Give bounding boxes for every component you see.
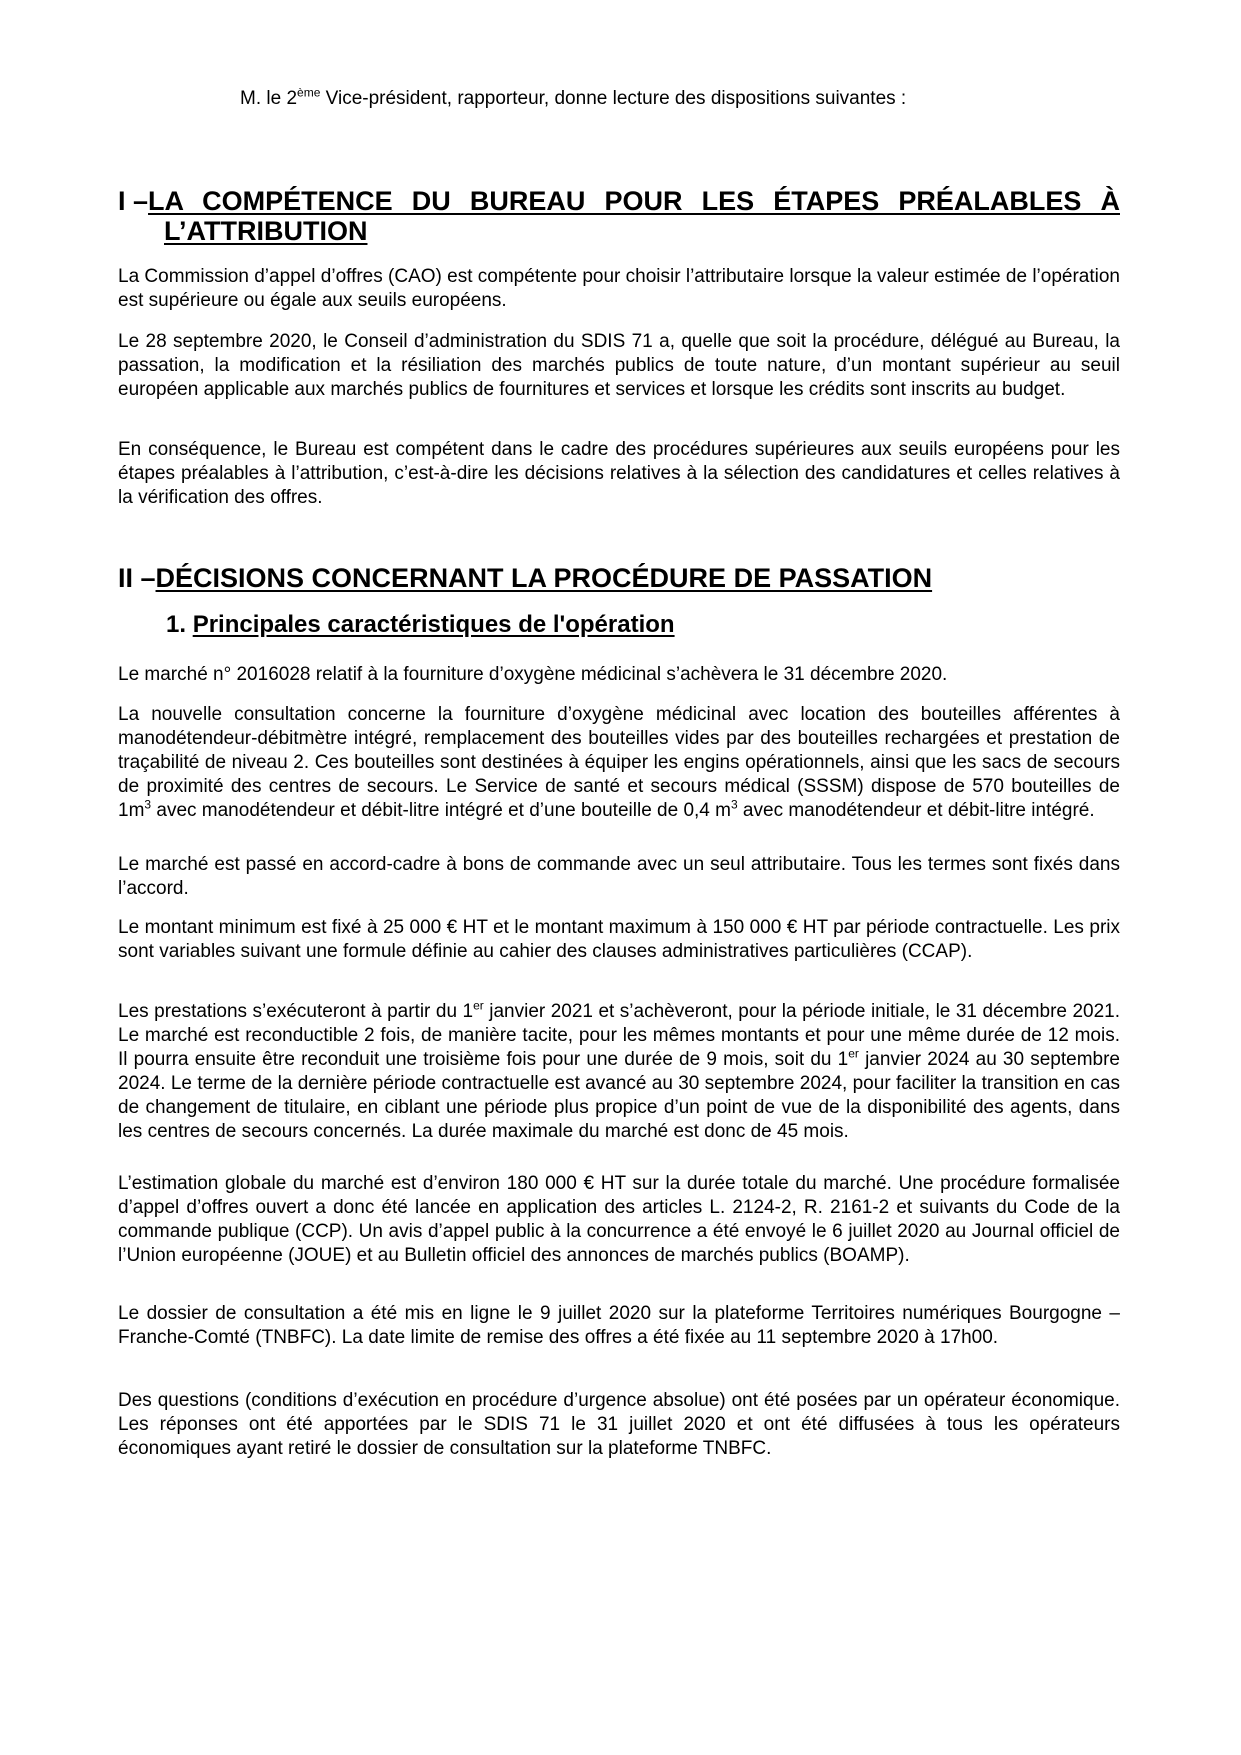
subsection-heading bbox=[166, 610, 675, 640]
section2-paragraph-1: Le marché n° 2016028 relatif à la fourniture d’oxygène médicinal s’achèvera le 31 décembre 2020. bbox=[118, 664, 948, 685]
section2-paragraph-6: L’estimation globale du marché est d’environ 180 000 € HT sur la durée totale du marché. Une procédure formalisée d’appel d’offres ouvert a donc été lancée en application des articles L. 2124-2, R. 2161-2 et suivants du Code de la commande publique (CCP). Un avis d’appel public à la concurrence a été envoyé le 6 juillet 2020 au Journal officiel de l’Union européenne (JOUE) et au Bulletin officiel des annonces de marchés publics (BOAMP). bbox=[118, 1173, 1120, 1266]
section1-paragraph-3: En conséquence, le Bureau est compétent dans le cadre des procédures supérieures aux seuils européens pour les étapes préalables à l’attribution, c’est-à-dire les décisions relatives à la sélection des candidatures et celles relatives à la vérification des offres. bbox=[118, 439, 1120, 508]
section2-paragraph-2 bbox=[118, 703, 1120, 823]
p5-sup-2: er bbox=[848, 1046, 859, 1061]
intro-line bbox=[240, 87, 906, 111]
subsection-title: Principales caractéristiques de l'opération bbox=[192, 611, 675, 638]
section1-title-line1: LA COMPÉTENCE DU BUREAU POUR LES ÉTAPES PRÉALABLES À bbox=[148, 186, 1120, 216]
p2-sup-1: 3 bbox=[144, 797, 152, 812]
subsection-number: 1. bbox=[166, 611, 193, 638]
section1-number: I – bbox=[118, 186, 149, 216]
p5-sup-1: er bbox=[473, 998, 484, 1013]
section1-paragraph-1: La Commission d’appel d’offres (CAO) est compétente pour choisir l’attributaire lorsque la valeur estimée de l’opération est supérieure ou égale aux seuils européens. bbox=[118, 266, 1120, 311]
p2-text-c: avec manodétendeur et débit-litre intégré. bbox=[737, 800, 1095, 821]
section2-paragraph-7: Le dossier de consultation a été mis en ligne le 9 juillet 2020 sur la plateforme Territoires numériques Bourgogne – Franche-Comté (TNBFC). La date limite de remise des offres a été fixée au 11 septembre 2020 à 17h00. bbox=[118, 1303, 1120, 1348]
p2-text-b: avec manodétendeur et débit-litre intégré et d’une bouteille de 0,4 m bbox=[151, 800, 731, 821]
section1-paragraph-2: Le 28 septembre 2020, le Conseil d’administration du SDIS 71 a, quelle que soit la procédure, délégué au Bureau, la passation, la modification et la résiliation des marchés publics de toute nature, d’un montant supérieur au seuil européen applicable aux marchés publics de fournitures et services et lorsque les crédits sont inscrits au budget. bbox=[118, 331, 1120, 400]
p5-text-a: Les prestations s’exécuteront à partir du 1 bbox=[118, 1001, 474, 1022]
intro-superscript: ème bbox=[297, 85, 321, 100]
section1-title-line2: L’ATTRIBUTION bbox=[164, 216, 368, 246]
p5-text-b: janvier 2021 et s’achèveront, pour la période initiale, le 31 décembre 2021. Le marché est reconductible 2 fois, de manière tacite, pour les mêmes montants et pour une même durée de 12 mois. Il pourra ensuite être reconduit une troisième fois pour une durée de 9 mois, soit du 1 bbox=[118, 1001, 1120, 1070]
section1-heading bbox=[118, 185, 1120, 217]
section2-paragraph-3: Le marché est passé en accord-cadre à bons de commande avec un seul attributaire. Tous les termes sont fixés dans l’accord. bbox=[118, 854, 1120, 899]
p2-text-a: La nouvelle consultation concerne la fourniture d’oxygène médicinal avec location des bouteilles afférentes à manodétendeur-débitmètre intégré, remplacement des bouteilles vides par des bouteilles rechargées et prestation de traçabilité de niveau 2. Ces bouteilles sont destinées à équiper les engins opérationnels, ainsi que les sacs de secours de proximité des centres de secours. Le Service de santé et secours médical (SSSM) dispose de 570 bouteilles de 1m bbox=[118, 704, 1120, 821]
section2-title: DÉCISIONS CONCERNANT LA PROCÉDURE DE PASSATION bbox=[155, 563, 933, 593]
intro-suffix: Vice-président, rapporteur, donne lecture des dispositions suivantes : bbox=[320, 88, 907, 109]
section2-paragraph-5 bbox=[118, 1000, 1120, 1144]
p2-sup-2: 3 bbox=[730, 797, 738, 812]
section2-paragraph-8: Des questions (conditions d’exécution en procédure d’urgence absolue) ont été posées par un opérateur économique. Les réponses ont été apportées par le SDIS 71 le 31 juillet 2020 et ont été diffusées à tous les opérateurs économiques ayant retiré le dossier de consultation sur la plateforme TNBFC. bbox=[118, 1390, 1120, 1459]
section2-number: II – bbox=[118, 563, 156, 593]
intro-prefix: M. le 2 bbox=[240, 88, 298, 109]
p5-text-c: janvier 2024 au 30 septembre 2024. Le terme de la dernière période contractuelle est avancé au 30 septembre 2024, pour faciliter la transition en cas de changement de titulaire, en ciblant une période plus propice d’un point de vue de la disponibilité des agents, dans les centres de secours concernés. La durée maximale du marché est donc de 45 mois. bbox=[118, 1049, 1120, 1142]
section2-heading bbox=[118, 562, 1120, 594]
section2-paragraph-4: Le montant minimum est fixé à 25 000 € HT et le montant maximum à 150 000 € HT par période contractuelle. Les prix sont variables suivant une formule définie au cahier des clauses administratives particulières (CCAP). bbox=[118, 917, 1120, 962]
